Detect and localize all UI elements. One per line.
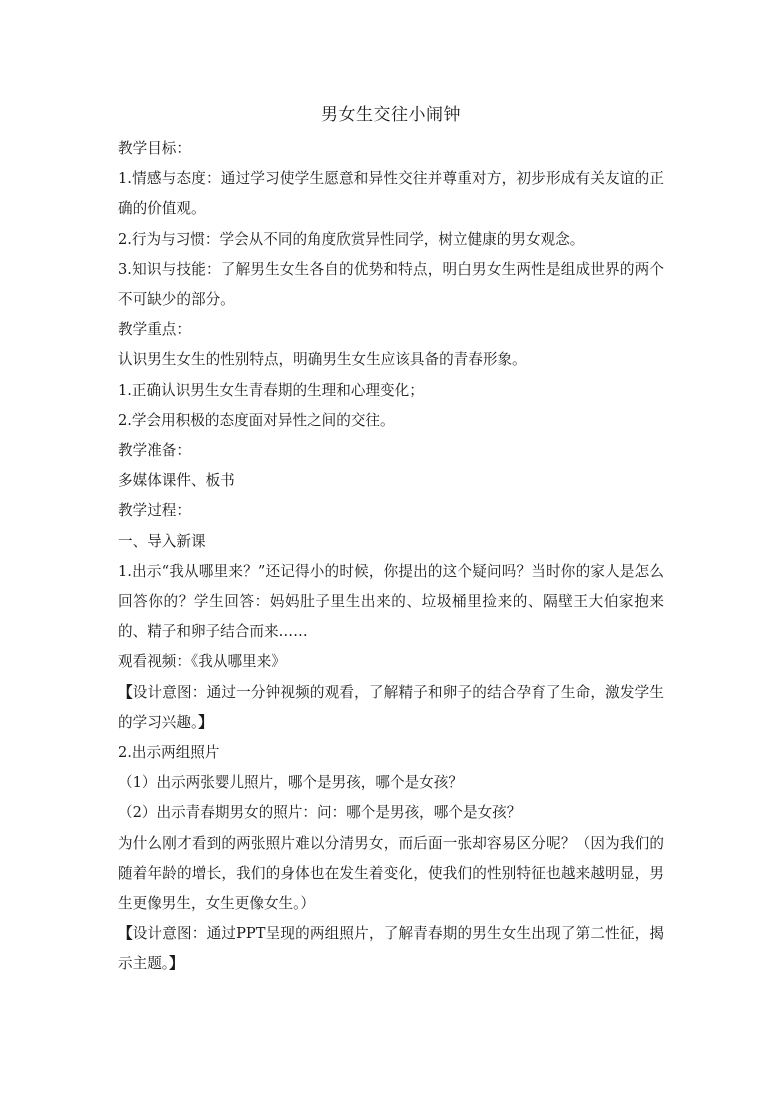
section-intro-new-lesson: 一、导入新课 [118, 532, 206, 550]
design-intent-1 [118, 678, 664, 738]
bracket-open: 【 [118, 683, 133, 701]
teaching-process-heading: 教学过程： [118, 502, 191, 520]
teaching-focus-heading: 教学重点： [118, 321, 191, 339]
goal-emotion-attitude: 1.情感与态度：通过学习使学生愿意和异性交往并尊重对方，初步形成有关友谊的正确的价值观。 [118, 170, 664, 218]
teaching-goals-heading: 教学目标： [118, 140, 191, 157]
bracket-close: 】 [169, 955, 184, 973]
focus-intro: 认识男生女生的性别特点，明确男生女生应该具备的青春形象。 [118, 351, 527, 369]
document-page [118, 100, 664, 980]
teaching-prep-content: 多媒体课件、板书 [118, 472, 235, 490]
step-2-1-baby-photos: （1）出示两张婴儿照片，哪个是男孩，哪个是女孩？ [118, 774, 463, 792]
teaching-prep-heading: 教学准备： [118, 442, 191, 460]
focus-item-1: 1.正确认识男生女生青春期的生理和心理变化； [118, 381, 424, 399]
step-2-photos: 2.出示两组照片 [118, 744, 220, 762]
watch-video-line: 观看视频：《我从哪里来》 [118, 653, 286, 671]
design-intent-2 [118, 919, 664, 979]
goal-knowledge-skill: 3.知识与技能：了解男生女生各自的优势和特点，明白男女生两性是组成世界的两个不可缺少的部分。 [118, 260, 664, 309]
design-intent-1-text: 设计意图：通过一分钟视频的观看，了解精子和卵子的结合孕育了生命，激发学生的学习兴趣。 [118, 683, 664, 731]
step-2-2-teen-photos: （2）出示青春期男女的照片：问：哪个是男孩，哪个是女孩？ [118, 804, 522, 822]
goal-behavior-habit: 2.行为与习惯：学会从不同的角度欣赏异性同学，树立健康的男女观念。 [118, 230, 585, 248]
focus-item-2: 2.学会用积极的态度面对异性之间的交往。 [118, 411, 395, 429]
bracket-close: 】 [198, 713, 213, 731]
bracket-open: 【 [118, 925, 133, 943]
document-title: 男女生交往小闹钟 [321, 105, 461, 125]
step-1-where-am-i-from: 1.出示“我从哪里来？”还记得小的时候，你提出的这个疑问吗？当时你的家人是怎么回答你的？学生回答：妈妈肚子里生出来的、垃圾桶里捡来的、隔壁王大伯家抱来的、精子和卵子结合而来…… [118, 562, 664, 641]
photo-question: 为什么刚才看到的两张照片难以分清男女，而后面一张却容易区分呢？（因为我们的随着年龄的增长，我们的身体也在发生着变化，使我们的性别特征也越来越明显，男生更像男生，女生更像女生。） [118, 834, 664, 913]
design-intent-2-text: 设计意图：通过PPT呈现的两组照片，了解青春期的男生女生出现了第二性征，揭示主题。 [118, 925, 664, 973]
